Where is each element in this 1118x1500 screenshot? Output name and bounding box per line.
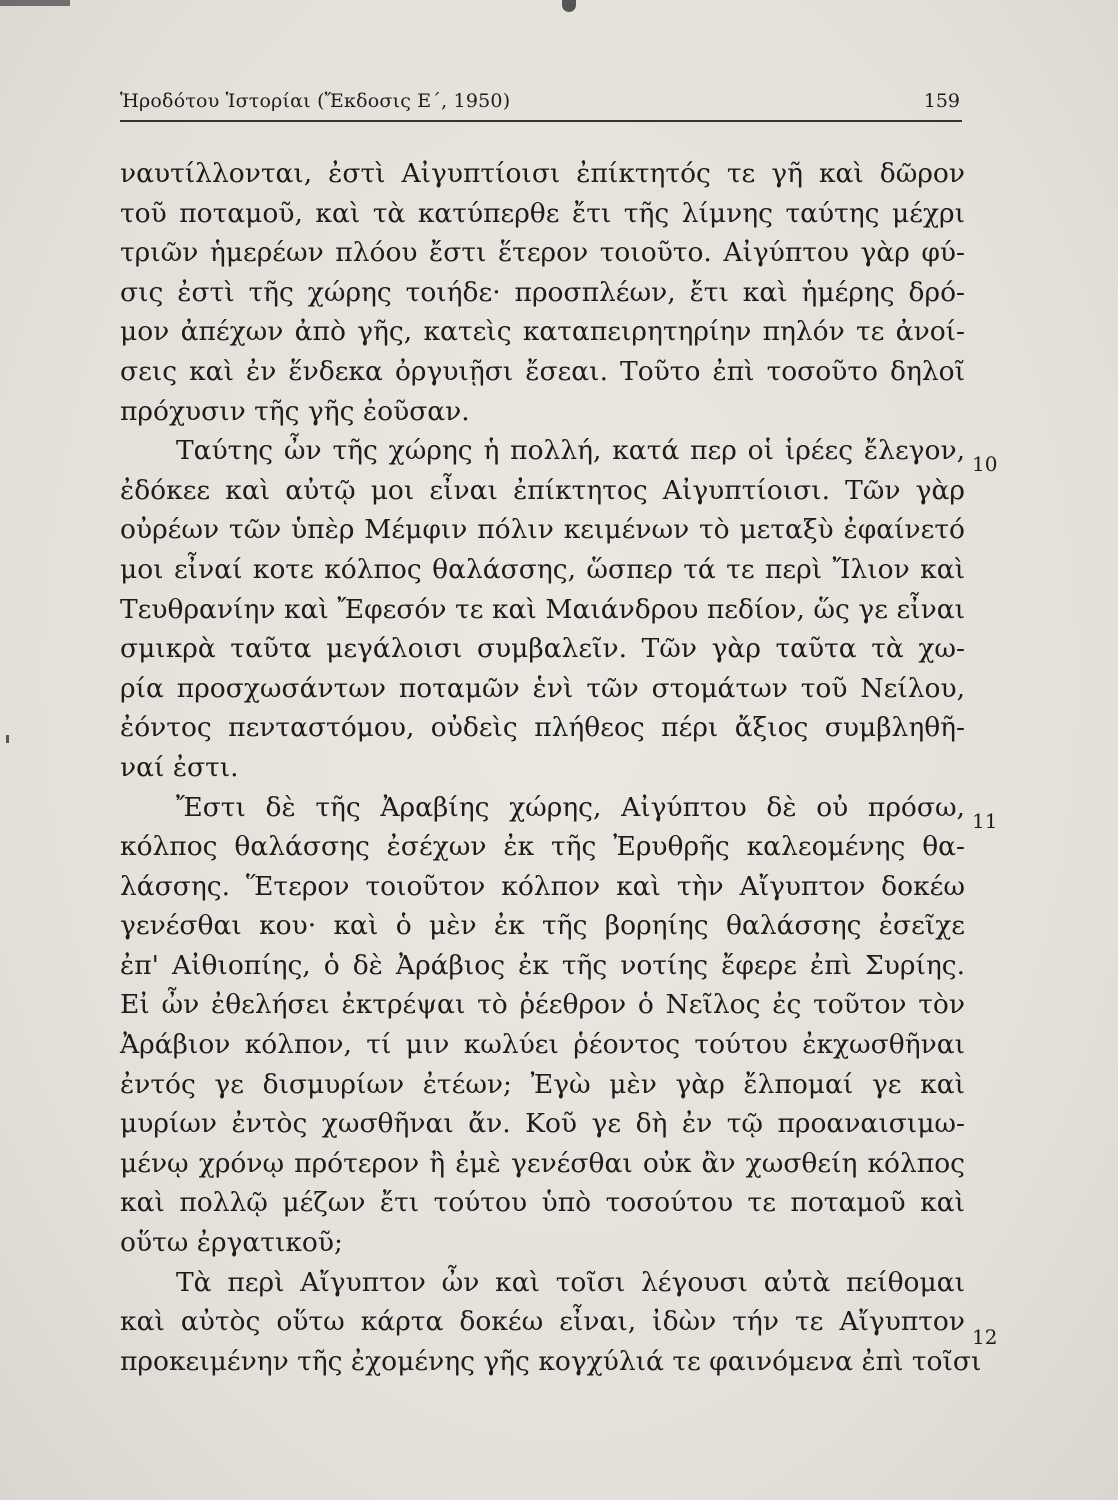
text-line: προκειμένην τῆς ἐχομένης γῆς κογχύλιά τε φαινόμενα ἐπὶ τοῖσι <box>120 1345 982 1377</box>
text-line: οὕτω ἐργατικοῦ; <box>120 1227 343 1259</box>
text-line: Τευθρανίην καὶ Ἔφεσόν τε καὶ Μαιάνδρου πεδίον, ὥς γε εἶναι <box>120 593 965 625</box>
text-line: καὶ πολλῷ μέζων ἔτι τούτου ὑπὸ τοσούτου τε ποταμοῦ καὶ <box>120 1187 965 1219</box>
section-number-12: 12 <box>972 1325 998 1349</box>
text-line: μυρίων ἐντὸς χωσθῆναι ἄν. Κοῦ γε δὴ ἐν τῷ προαναισιμω- <box>120 1108 965 1140</box>
text-line: ἐόντος πενταστόμου, οὐδεὶς πλήθεος πέρι ἄξιος συμβληθῆ- <box>120 712 965 744</box>
text-line: τριῶν ἡμερέων πλόου ἔστι ἕτερον τοιοῦτο. Αἰγύπτου γὰρ φύ- <box>120 237 965 269</box>
text-line: Τὰ περὶ Αἴγυπτον ὦν καὶ τοῖσι λέγουσι αὐτὰ πείθομαι <box>176 1266 965 1298</box>
text-line: ναί ἐστι. <box>120 751 239 783</box>
text-line: ἐδόκεε καὶ αὐτῷ μοι εἶναι ἐπίκτητος Αἰγυπτίοισι. Τῶν γὰρ <box>120 474 965 506</box>
text-line: κόλπος θαλάσσης ἐσέχων ἐκ τῆς Ἐρυθρῆς καλεομένης θα- <box>120 831 965 863</box>
text-line: τοῦ ποταμοῦ, καὶ τὰ κατύπερθε ἔτι τῆς λίμνης ταύτης μέχρι <box>120 197 965 229</box>
text-line: Εἰ ὦν ἐθελήσει ἐκτρέψαι τὸ ῥέεθρον ὁ Νεῖλος ἐς τοῦτον τὸν <box>120 989 965 1021</box>
text-line: γενέσθαι κου· καὶ ὁ μὲν ἐκ τῆς βορηίης θαλάσσης ἐσεῖχε <box>120 910 965 942</box>
text-line: Ἔστι δὲ τῆς Ἀραβίης χώρης, Αἰγύπτου δὲ οὐ πρόσω, <box>176 791 965 823</box>
running-header <box>120 88 962 122</box>
text-line: σμικρὰ ταῦτα μεγάλοισι συμβαλεῖν. Τῶν γὰρ ταῦτα τὰ χω- <box>120 633 965 665</box>
text-line: σεις καὶ ἐν ἕνδεκα ὀργυιῇσι ἔσεαι. Τοῦτο ἐπὶ τοσοῦτο δηλοῖ <box>120 355 965 387</box>
text-line: μον ἀπέχων ἀπὸ γῆς, κατεὶς καταπειρητηρίην πηλόν τε ἀνοί- <box>120 316 965 348</box>
section-number-10: 10 <box>972 452 998 476</box>
section-number-11: 11 <box>972 809 998 833</box>
body-text <box>120 154 982 1381</box>
running-header-title: Ἡροδότου Ἱστορίαι (Ἔκδοσις Ε΄, 1950) <box>120 90 511 112</box>
text-line: λάσσης. Ἕτερον τοιοῦτον κόλπον καὶ τὴν Αἴγυπτον δοκέω <box>120 870 965 902</box>
scan-corner-mark <box>0 0 70 6</box>
text-line: καὶ αὐτὸς οὕτω κάρτα δοκέω εἶναι, ἰδὼν τήν τε Αἴγυπτον <box>120 1306 965 1338</box>
text-line: ἐπ' Αἰθιοπίης, ὁ δὲ Ἀράβιος ἐκ τῆς νοτίης ἔφερε ἐπὶ Συρίης. <box>120 949 965 981</box>
text-line: ναυτίλλονται, ἐστὶ Αἰγυπτίοισι ἐπίκτητός τε γῆ καὶ δῶρον <box>120 158 965 189</box>
text-line: Ἀράβιον κόλπον, τί μιν κωλύει ῥέοντος τούτου ἐκχωσθῆναι <box>120 1029 965 1061</box>
scan-margin-mark <box>6 735 9 743</box>
text-line: μοι εἶναί κοτε κόλπος θαλάσσης, ὥσπερ τά τε περὶ Ἴλιον καὶ <box>120 553 965 585</box>
text-line: μένῳ χρόνῳ πρότερον ἢ ἐμὲ γενέσθαι οὐκ ἂν χωσθείη κόλπος <box>120 1147 965 1179</box>
text-line: σις ἐστὶ τῆς χώρης τοιήδε· προσπλέων, ἔτι καὶ ἡμέρης δρό- <box>120 276 965 308</box>
text-line: οὐρέων τῶν ὑπὲρ Μέμφιν πόλιν κειμένων τὸ μεταξὺ ἐφαίνετό <box>120 514 965 546</box>
page-number: 159 <box>923 90 960 112</box>
scan-top-mark <box>562 0 576 12</box>
text-line: ρία προσχωσάντων ποταμῶν ἑνὶ τῶν στομάτων τοῦ Νείλου, <box>120 672 965 704</box>
text-line: Ταύτης ὦν τῆς χώρης ἡ πολλή, κατά περ οἱ ἱρέες ἔλεγον, <box>176 435 965 467</box>
text-line: πρόχυσιν τῆς γῆς ἐοῦσαν. <box>120 395 470 427</box>
text-line: ἐντός γε δισμυρίων ἐτέων; Ἐγὼ μὲν γὰρ ἔλπομαί γε καὶ <box>120 1068 965 1100</box>
